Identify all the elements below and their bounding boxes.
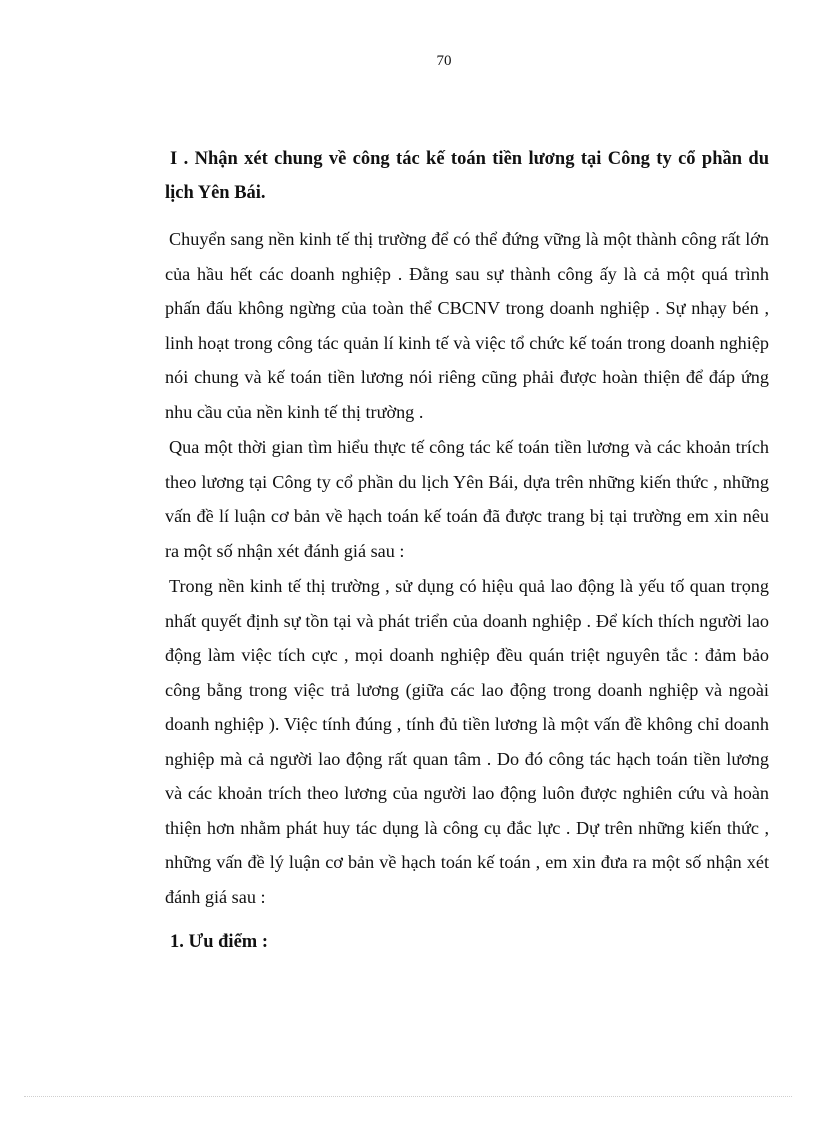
section-heading: I . Nhận xét chung về công tác kế toán tiền lương tại Công ty cổ phần du lịch Yên Bái.	[165, 149, 769, 203]
paragraph-3: Trong nền kinh tế thị trường , sử dụng có hiệu quả lao động là yếu tố quan trọng nhất quyết định sự tồn tại và phát triển của doanh nghiệp . Để kích thích người lao động làm việc tích cực , mọi doanh nghiệp đều quán triệt nguyên tắc : đảm bảo công bằng trong việc trả lương (giữa các lao động trong doanh nghiệp và ngoài doanh nghiệp ). Việc tính đúng , tính đủ tiền lương là một vấn đề không chỉ doanh nghiệp mà cả người lao động rất quan tâm . Do đó công tác hạch toán tiền lương và các khoản trích theo lương của người lao động luôn được nghiên cứu và hoàn thiện hơn nhằm phát huy tác dụng là công cụ đắc lực . Dự trên những kiến thức , những vấn đề lý luận cơ bản về hạch toán kế toán , em xin đưa ra một số nhận xét đánh giá sau :	[165, 576, 769, 907]
page-bottom-divider	[24, 1096, 792, 1097]
paragraph-1: Chuyển sang nền kinh tế thị trường để có thể đứng vững là một thành công rất lớn của hầu hết các doanh nghiệp . Đằng sau sự thành công ấy là cả một quá trình phấn đấu không ngừng của toàn thể CBCNV trong doanh nghiệp . Sự nhạy bén , linh hoạt trong công tác quản lí kinh tế và việc tổ chức kế toán trong doanh nghiệp nói chung và kế toán tiền lương nói riêng cũng phải được hoàn thiện để đáp ứng nhu cầu của nền kinh tế thị trường .	[165, 229, 769, 422]
document-body	[165, 142, 769, 914]
paragraph-2: Qua một thời gian tìm hiểu thực tế công tác kế toán tiền lương và các khoản trích theo lương tại Công ty cổ phần du lịch Yên Bái, dựa trên những kiến thức , những vấn đề lí luận cơ bản về hạch toán kế toán đã được trang bị tại trường em xin nêu ra một số nhận xét đánh giá sau :	[165, 437, 769, 561]
subsection-heading: 1. Ưu điểm :	[170, 932, 268, 952]
page-number: 70	[436, 53, 452, 69]
